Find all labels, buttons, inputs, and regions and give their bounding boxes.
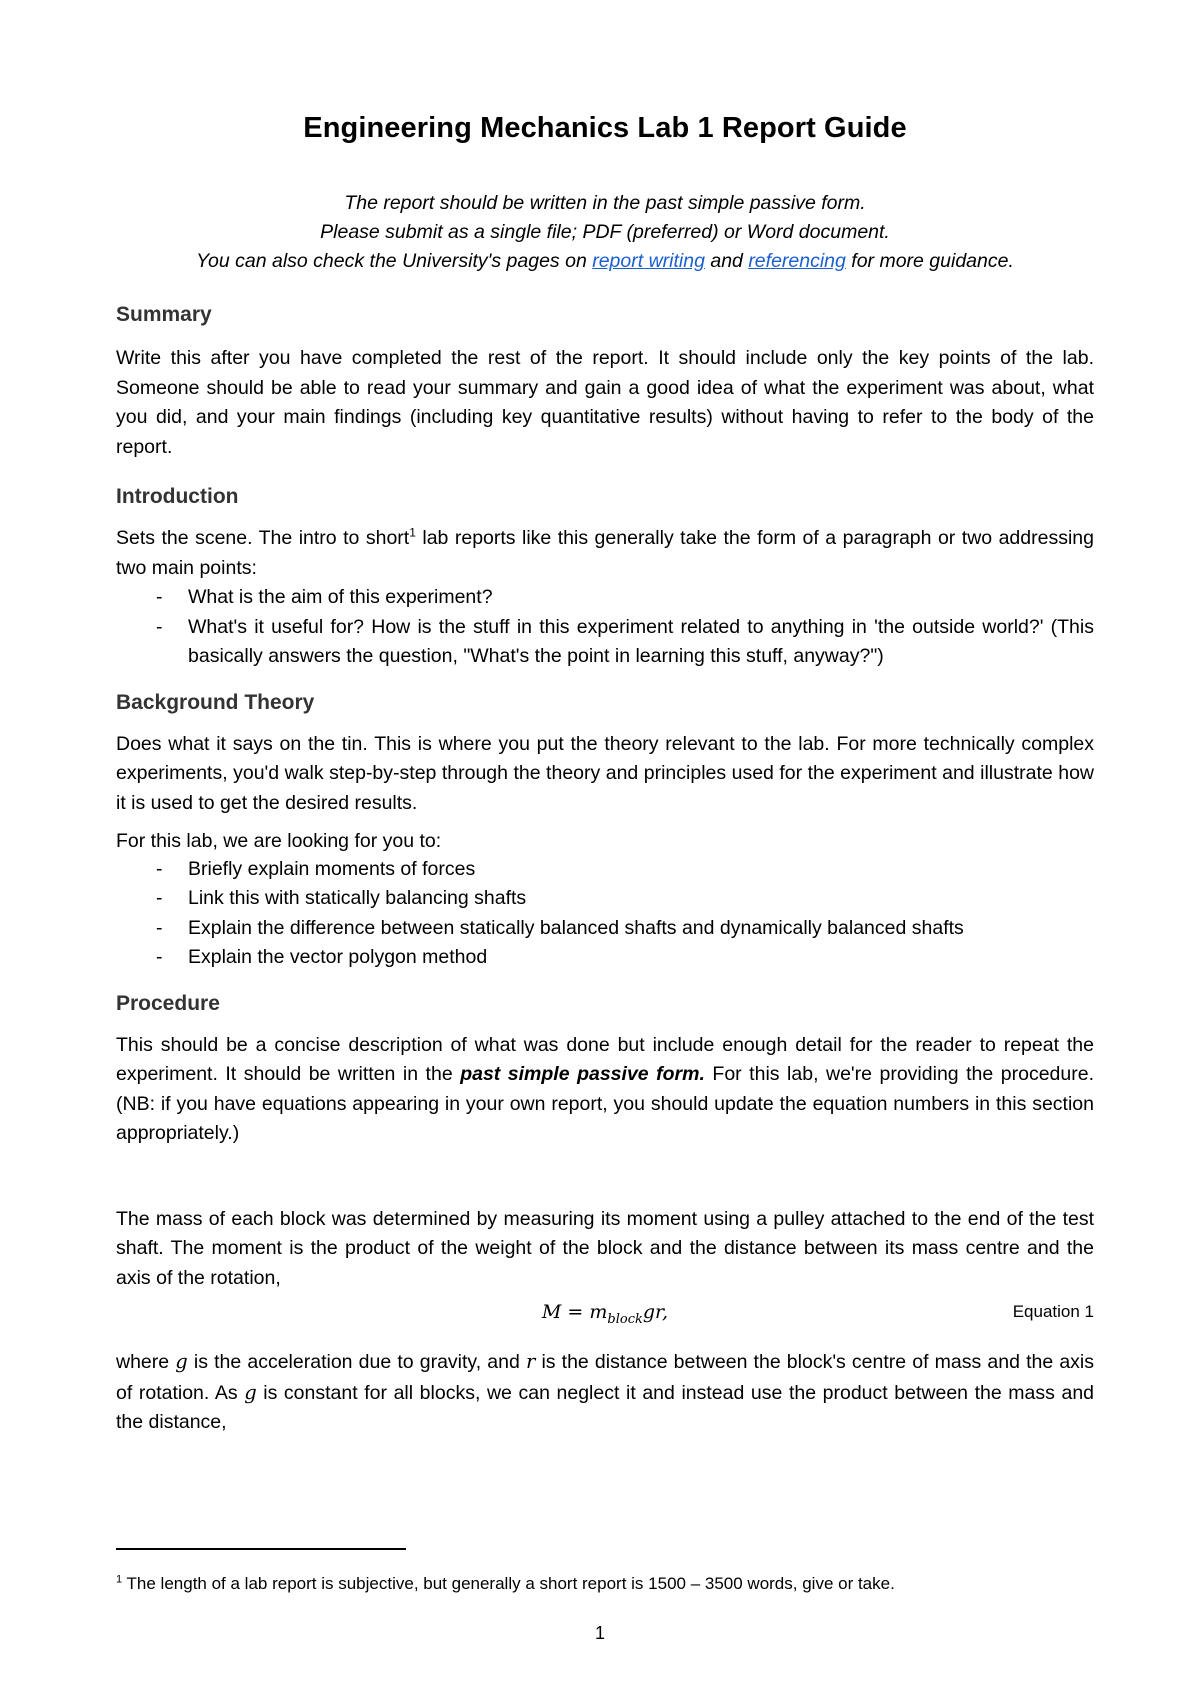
intro-notes xyxy=(116,189,1094,276)
summary-heading: Summary xyxy=(116,303,212,326)
background-theory-heading: Background Theory xyxy=(116,690,315,714)
footnote-separator xyxy=(116,1548,406,1550)
introduction-text-after: lab reports like this generally take the form of a paragraph or two addressing two main points: xyxy=(116,527,1094,579)
page-title: Engineering Mechanics Lab 1 Report Guide xyxy=(303,112,907,144)
list-item: - Link this with statically balancing shafts xyxy=(116,884,1094,914)
referencing-link[interactable]: referencing xyxy=(748,250,846,272)
equation-equals: = xyxy=(561,1301,590,1323)
equation-mass: m xyxy=(589,1301,608,1323)
mass-determination-text: The mass of each block was determined by measuring its moment using a pulley attached to the end of the test shaft. The moment is the product of the weight of the block and the distance between its mass centre and the axis of the rotation, xyxy=(116,1207,1094,1289)
where-text-1: where xyxy=(116,1351,176,1373)
footnote-reference[interactable]: 1 xyxy=(409,525,416,540)
symbol-g: g xyxy=(175,1350,188,1373)
where-text-3: is the distance between the block's centre of mass and the axis of rotation. As xyxy=(116,1351,1095,1404)
page-content xyxy=(116,112,1094,1438)
equation-explanation-text xyxy=(116,1347,1094,1438)
footnote xyxy=(116,1572,1096,1596)
where-text-2: is the acceleration due to gravity, and xyxy=(187,1351,526,1373)
equation-body xyxy=(116,1295,1094,1337)
equation-rest: gr, xyxy=(642,1301,669,1323)
footnote-text: The length of a lab report is subjective, but generally a short report is 1500 – 3500 words, give or take. xyxy=(122,1574,895,1593)
introduction-text xyxy=(116,524,1094,583)
symbol-g: g xyxy=(244,1380,257,1404)
introduction-points-list xyxy=(116,583,1094,672)
where-text-4: is constant for all blocks, we can neglect it and instead use the product between the mass and the distance, xyxy=(116,1381,1095,1433)
list-item: - What's it useful for? How is the stuff in this experiment related to anything in 'the outside world?' (This basically answers the question, "What's the point in learning this stuff, anyway?") xyxy=(116,613,1094,672)
page-number: 1 xyxy=(594,1623,605,1643)
intro-note-past-tense: The report should be written in the past simple passive form. xyxy=(344,192,866,214)
list-item: - Explain the vector polygon method xyxy=(116,943,1094,973)
summary-text: Write this after you have completed the rest of the report. It should include only the key points of the lab. Someone should be able to read your summary and gain a good idea of what the experiment was about, what you did, and your main findings (including key quantitative results) without having to refer to the body of the report. xyxy=(116,347,1094,458)
equation-lhs: M xyxy=(541,1301,562,1323)
equation-label: Equation 1 xyxy=(1012,1302,1094,1321)
equation-mass-subscript: block xyxy=(607,1311,643,1327)
guidance-text-before: You can also check the University's pages on xyxy=(196,250,593,272)
footnote-mark: 1 xyxy=(116,1573,123,1586)
report-writing-link[interactable]: report writing xyxy=(592,250,705,272)
background-theory-text: Does what it says on the tin. This is where you put the theory relevant to the lab. For more technically complex experiments, you'd walk step-by-step through the theory and principles used for the experiment and illustrate how it is used to get the desired results. xyxy=(116,732,1094,814)
guidance-text-after: for more guidance. xyxy=(845,250,1014,272)
procedure-text-before: This should be a concise description of what was done but include enough detail for the reader to repeat the experiment. It should be written in the xyxy=(116,1033,1094,1085)
procedure-text-after: For this lab, we're providing the procedure. (NB: if you have equations appearing in your own report, you should update the equation numbers in this section appropriately.) xyxy=(116,1063,1094,1144)
introduction-text-before: Sets the scene. The intro to short xyxy=(116,527,410,549)
procedure-text xyxy=(116,1031,1094,1149)
intro-note-file-format: Please submit as a single file; PDF (preferred) or Word document. xyxy=(320,221,890,243)
symbol-r: r xyxy=(525,1350,536,1373)
list-item: - Explain the difference between statically balanced shafts and dynamically balanced shafts xyxy=(116,914,1094,944)
introduction-heading: Introduction xyxy=(116,485,239,508)
list-item: - What is the aim of this experiment? xyxy=(116,583,1094,613)
procedure-emphasis: past simple passive form. xyxy=(460,1063,705,1085)
intro-note-guidance xyxy=(116,247,1094,276)
equation-1 xyxy=(116,1295,1094,1329)
procedure-heading: Procedure xyxy=(116,991,220,1015)
background-tasks-list xyxy=(116,855,1094,973)
background-lookfor-text: For this lab, we are looking for you to: xyxy=(116,830,442,852)
list-item: - Briefly explain moments of forces xyxy=(116,855,1094,885)
guidance-text-middle: and xyxy=(704,250,749,272)
